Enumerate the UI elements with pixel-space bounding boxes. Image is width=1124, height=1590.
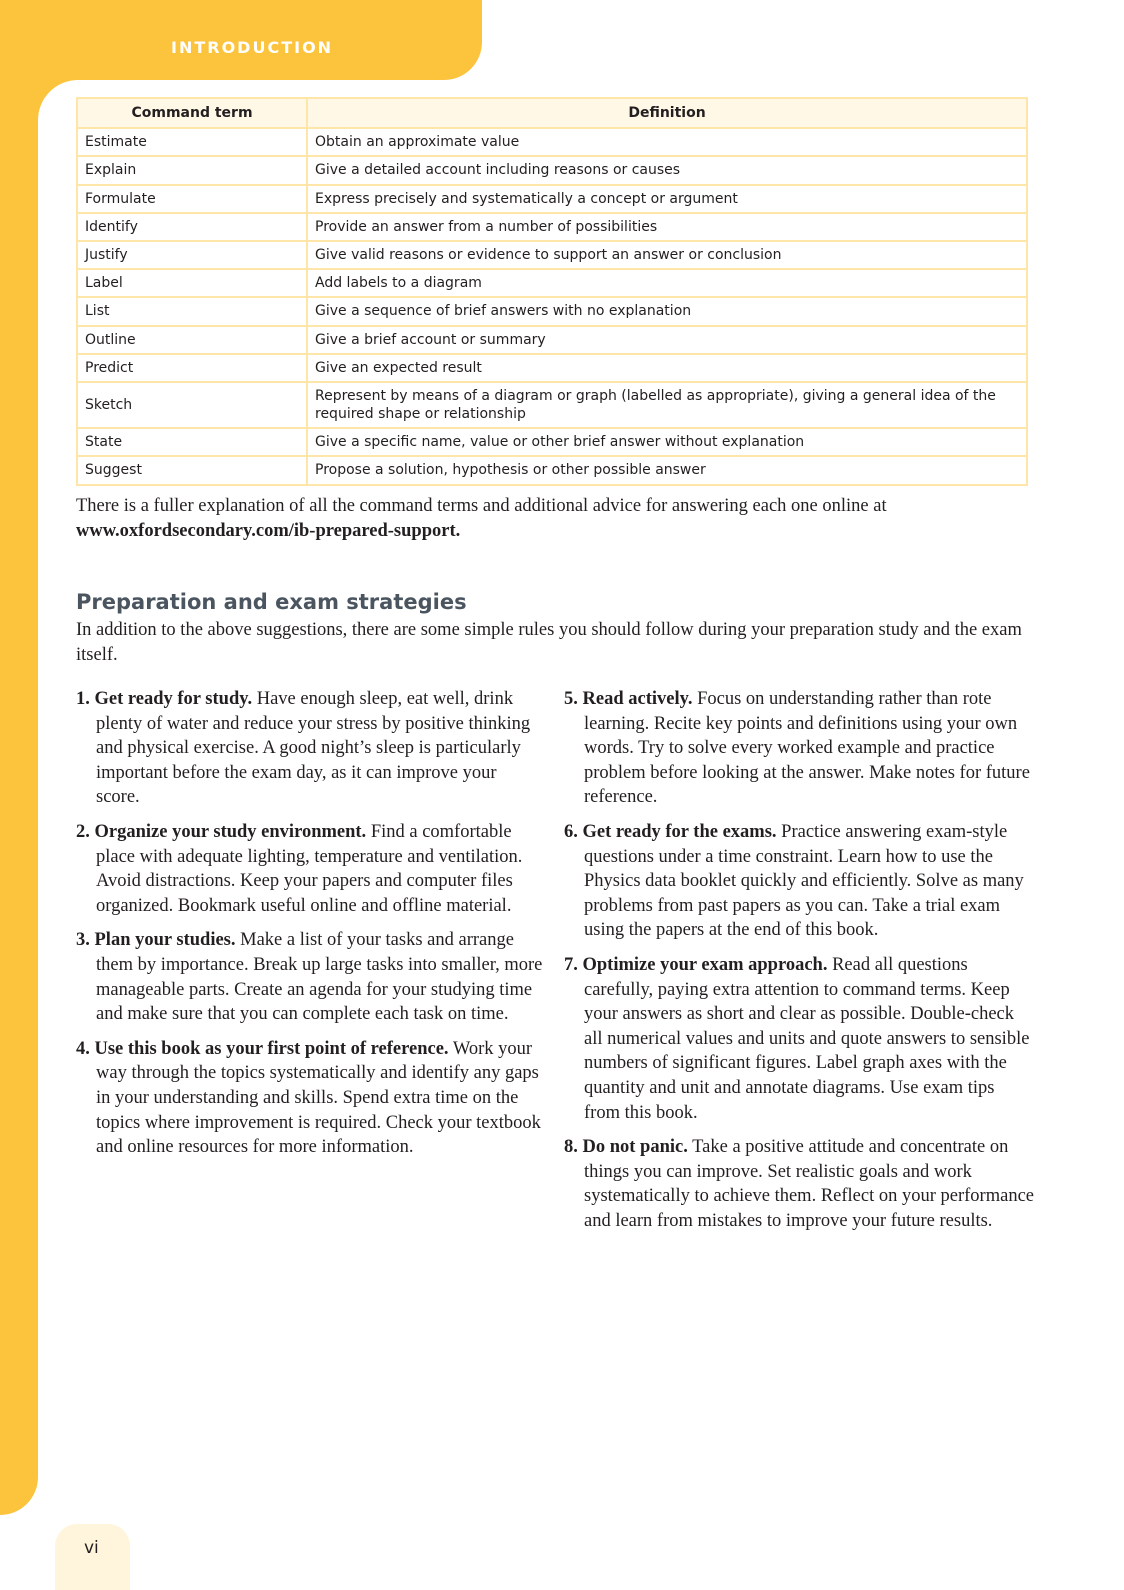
table-row: [77, 428, 1027, 456]
list-item-text: Work your way through the topics systematically and identify any gaps in your understanding and skills. Spend extra time on the topics where improvement is required. Check your textbook and online resources for more information.: [96, 1038, 541, 1158]
list-item-number: 6.: [564, 821, 578, 842]
list-item-title: 1. Get ready for study.: [76, 689, 253, 709]
list-item-text: Find a comfortable place with adequate lighting, temperature and ventilation. Avoid distractions. Keep your papers and computer files organized. Bookmark useful online and offline material.: [96, 821, 523, 916]
definition-cell: Give a brief account or summary: [307, 326, 1027, 354]
list-item-number: 7.: [564, 954, 578, 975]
term-cell: List: [77, 297, 307, 325]
list-item-number: 2.: [76, 821, 90, 842]
list-item: [76, 687, 544, 810]
page-number: vi: [84, 1538, 99, 1558]
term-cell: Predict: [77, 354, 307, 382]
table-header-row: [77, 98, 1027, 128]
list-item-title: 8. Do not panic.: [564, 1137, 688, 1158]
list-item-text: Focus on understanding rather than rote learning. Recite key points and definitions using your own words. Try to solve every worked example and practice problem before looking at the answer. Make notes for future reference.: [584, 689, 1030, 808]
list-item-number: 8.: [564, 1137, 578, 1158]
table-row: [77, 156, 1027, 184]
list-item-text: Make a list of your tasks and arrange them by importance. Break up large tasks into smaller, more manageable parts. Create an agenda for your studying time and make sure that you can complete each task on time.: [96, 930, 543, 1025]
list-item: [564, 687, 1034, 810]
list-item-number: 5.: [564, 689, 578, 709]
fuller-explanation-text: There is a fuller explanation of all the command terms and additional advice for answering each one online at: [76, 496, 887, 516]
strategies-list-left: [76, 687, 544, 1170]
definition-cell: Give a specific name, value or other brief answer without explanation: [307, 428, 1027, 456]
definition-cell: Obtain an approximate value: [307, 128, 1027, 156]
term-cell: Estimate: [77, 128, 307, 156]
table-row: [77, 382, 1027, 428]
strategies-heading: Preparation and exam strategies: [76, 590, 467, 614]
term-cell: Sketch: [77, 382, 307, 428]
definition-cell: Add labels to a diagram: [307, 269, 1027, 297]
list-item-title: 7. Optimize your exam approach.: [564, 954, 828, 975]
term-cell: Outline: [77, 326, 307, 354]
list-item: [564, 953, 1034, 1125]
list-item-text: Practice answering exam-style questions under a time constraint. Learn how to use the Physics data booklet quickly and efficiently. Solve as many problems from past papers as you can. Take a trial exam using the papers at the end of this book.: [584, 821, 1024, 941]
side-band: [0, 0, 38, 1515]
term-cell: Label: [77, 269, 307, 297]
table-row: [77, 269, 1027, 297]
table-row: [77, 326, 1027, 354]
table-row: [77, 456, 1027, 484]
fuller-explanation-paragraph: [76, 494, 1031, 544]
list-item: [564, 1135, 1034, 1233]
list-item-number: 3.: [76, 930, 90, 951]
table-row: [77, 128, 1027, 156]
list-item-title: 3. Plan your studies.: [76, 930, 236, 951]
section-title: INTRODUCTION: [171, 38, 334, 57]
column-header-term: Command term: [77, 98, 307, 128]
list-item: [76, 1037, 544, 1160]
table-row: [77, 297, 1027, 325]
definition-cell: Provide an answer from a number of possibilities: [307, 213, 1027, 241]
list-item-number: 1.: [76, 689, 90, 709]
definition-cell: Give an expected result: [307, 354, 1027, 382]
list-item-title: 5. Read actively.: [564, 689, 693, 709]
list-item-title: 2. Organize your study environment.: [76, 821, 367, 842]
definition-cell: Give a sequence of brief answers with no explanation: [307, 297, 1027, 325]
term-cell: Suggest: [77, 456, 307, 484]
strategies-list-right: [564, 687, 1034, 1243]
list-item-text: Take a positive attitude and concentrate on things you can improve. Set realistic goals and work systematically to achieve them. Reflect on your performance and learn from mistakes to improve your future results.: [584, 1137, 1034, 1231]
column-header-definition: Definition: [307, 98, 1027, 128]
term-cell: Explain: [77, 156, 307, 184]
definition-cell: Express precisely and systematically a concept or argument: [307, 185, 1027, 213]
table-row: [77, 213, 1027, 241]
list-item-text: Have enough sleep, eat well, drink plenty of water and reduce your stress by positive thinking and physical exercise. A good night’s sleep is particularly important before the exam day, as it can improve your score.: [96, 689, 531, 808]
term-cell: Identify: [77, 213, 307, 241]
list-item-text: Read all questions carefully, paying extra attention to command terms. Keep your answers as short and clear as possible. Double-check all numerical values and units and quote answers to sensible numbers of significant figures. Label graph axes with the quantity and unit and annotate diagrams. Use exam tips from this book.: [584, 954, 1030, 1123]
list-item: [564, 820, 1034, 943]
strategies-intro: In addition to the above suggestions, there are some simple rules you should follow during your preparation study and the exam itself.: [76, 620, 1022, 665]
support-url-link[interactable]: www.oxfordsecondary.com/ib-prepared-support.: [76, 521, 461, 541]
definition-cell: Give a detailed account including reasons or causes: [307, 156, 1027, 184]
table-row: [77, 241, 1027, 269]
definition-cell: Represent by means of a diagram or graph (labelled as appropriate), giving a general idea of the required shape or relationship: [307, 382, 1027, 428]
list-item-title: 4. Use this book as your first point of reference.: [76, 1038, 449, 1059]
definition-cell: Propose a solution, hypothesis or other possible answer: [307, 456, 1027, 484]
list-item-number: 4.: [76, 1038, 90, 1059]
definition-cell: Give valid reasons or evidence to support an answer or conclusion: [307, 241, 1027, 269]
term-cell: Justify: [77, 241, 307, 269]
table-row: [77, 185, 1027, 213]
table-row: [77, 354, 1027, 382]
term-cell: State: [77, 428, 307, 456]
list-item: [76, 928, 544, 1026]
term-cell: Formulate: [77, 185, 307, 213]
command-terms-table: [76, 97, 1028, 486]
list-item-title: 6. Get ready for the exams.: [564, 821, 777, 842]
list-item: [76, 820, 544, 918]
